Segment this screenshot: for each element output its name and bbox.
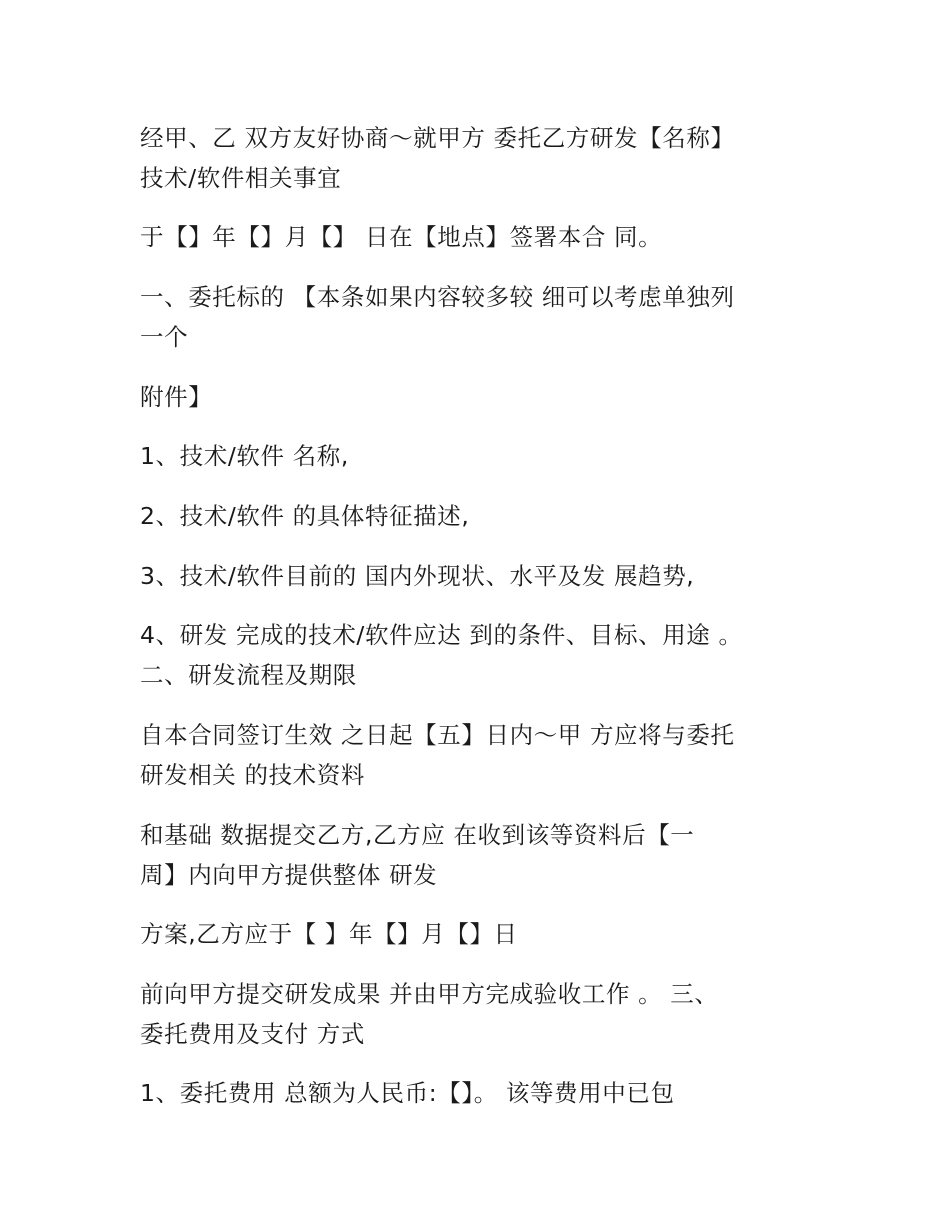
paragraph-fee [140, 1073, 820, 1113]
list-item-2 [140, 496, 820, 536]
paragraph-delivery [140, 974, 820, 1054]
text-line: 前向甲方提交研发成果 并由甲方完成验收工作 。 三、 [140, 980, 719, 1008]
text-line: 附件】 [140, 383, 213, 411]
list-item-1 [140, 436, 820, 476]
paragraph-plan-deadline [140, 914, 820, 954]
text-line: 一个 [140, 323, 189, 351]
text-line: 4、研发 完成的技术/软件应达 到的条件、目标、用途 。 [140, 621, 743, 649]
text-line: 方案,乙方应于【 】年【】月【】日 [140, 920, 518, 948]
list-item-3 [140, 556, 820, 596]
text-line: 一、委托标的 【本条如果内容较多较 细可以考虑单独列 [140, 283, 735, 311]
paragraph-annex [140, 377, 820, 417]
text-line: 3、技术/软件目前的 国内外现状、水平及发 展趋势, [140, 562, 695, 590]
text-line: 技术/软件相关事宜 [140, 164, 342, 192]
section-heading-1 [140, 277, 820, 357]
text-line: 1、委托费用 总额为人民币:【】。 该等费用中已包 [140, 1079, 675, 1107]
text-line: 和基础 数据提交乙方,乙方应 在收到该等资料后【一 [140, 821, 695, 849]
text-line: 2、技术/软件 的具体特征描述, [140, 502, 470, 530]
text-line: 于【】年【】月【】 日在【地点】签署本合 同。 [140, 223, 663, 251]
text-line: 经甲、乙 双方友好协商～就甲方 委托乙方研发【名称】 [140, 124, 735, 152]
list-item-4 [140, 615, 820, 695]
text-line: 1、技术/软件 名称, [140, 442, 349, 470]
text-line: 周】内向甲方提供整体 研发 [140, 861, 438, 889]
section-heading-2: 二、研发流程及期限 [140, 661, 357, 689]
text-line: 研发相关 的技术资料 [140, 761, 365, 789]
paragraph-signing-date [140, 217, 820, 257]
section-heading-3: 委托费用及支付 方式 [140, 1020, 365, 1048]
paragraph-intro [140, 118, 820, 198]
paragraph-process [140, 715, 820, 795]
paragraph-data-submission [140, 815, 820, 895]
text-line: 自本合同签订生效 之日起【五】日内～甲 方应将与委托 [140, 721, 735, 749]
